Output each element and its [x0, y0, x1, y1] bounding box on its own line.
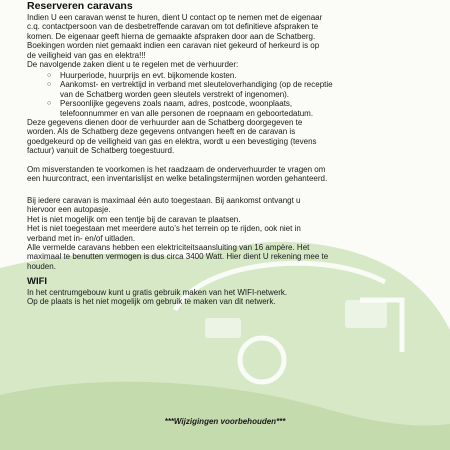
landlord-arrangements-list-block [27, 71, 425, 118]
text-line: Boekingen worden niet gemaakt indien een caravan niet gekeurd of herkeurd is op [27, 41, 320, 51]
text-line: verband met in- en/of uitladen. [27, 233, 136, 243]
text-line: worden. Als de Schatberg deze gegevens ontvangen heeft en de caravan is [27, 127, 296, 137]
text-line: Indien U een caravan wenst te huren, dient U contact op te nemen met de eigenaar [27, 13, 323, 22]
text-line: ○ Huurperiode, huurprijs en evt. bijkomende kosten. [60, 71, 237, 80]
list-item [47, 99, 425, 118]
text-line: ○ Persoonlijke gegevens zoals naam, adres, postcode, woonplaats, [60, 99, 293, 109]
text-line: Het is niet toegestaan met meerdere auto’s het terrein op te rijden, ook niet in [27, 224, 301, 234]
text-line: factuur) vanuit de Schatberg toegestuurd. [27, 146, 175, 156]
footer-disclaimer: ***Wijzigingen voorbehouden*** [164, 417, 286, 426]
text-line: hiervoor een autopasje. [27, 205, 111, 215]
text-line: de veiligheid van gas en elektra!!! [27, 50, 146, 60]
reservation-intro [27, 13, 425, 69]
text-line: houden. [27, 261, 56, 271]
list-item [47, 80, 425, 99]
text-line: c.q. contactpersoon van de desbetreffende caravan om tot definitieve afspraken te [27, 22, 319, 32]
text-line: van de Schatberg worden geen sleutels verstrekt of ingenomen). [60, 89, 290, 99]
text-line: De navolgende zaken dient u te regelen met de verhuurder: [27, 60, 239, 70]
text-line: een huurcontract, een inventarislijst en welke betalingstermijnen worden gehanteerd. [27, 174, 328, 184]
text-line: Op de plaats is het niet mogelijk om gebruik te maken van dit netwerk. [27, 297, 276, 307]
text-line: Om misverstanden te voorkomen is het raadzaam de onderverhuurder te vragen om [27, 165, 326, 174]
text-line: Het is niet mogelijk om een tentje bij de caravan te plaatsen. [27, 214, 241, 224]
text-line: goedgekeurd op de veiligheid van gas en elektra, wordt u een bevestiging (tevens [27, 136, 317, 146]
text-line: komen. De eigenaar geeft hierna de gemaakte afspraken door aan de Schatberg. [27, 31, 316, 41]
wifi-paragraph [27, 288, 425, 307]
text-line: maximaal te benutten vermogen is dus circa 3400 Watt. Hier dient U rekening mee te [27, 252, 329, 262]
list-item [47, 71, 425, 80]
text-line: Deze gegevens dienen door de verhuurder aan de Schatberg doorgegeven te [27, 118, 303, 127]
text-line: ○ Aankomst- en vertrektijd in verband met sleuteloverhandiging (op de receptie [60, 80, 333, 90]
contract-advice-paragraph [27, 165, 425, 184]
text-line: In het centrumgebouw kunt u gratis gebruik maken van het WIFI-netwerk. [27, 288, 288, 297]
confirmation-paragraph [27, 118, 425, 156]
wifi-heading: WIFI [27, 276, 48, 287]
landlord-arrangements-list [27, 71, 425, 118]
text-line: telefoonnummer en van alle personen de roepnaam en geboortedatum. [60, 108, 314, 118]
reservation-heading: Reserveren caravans [27, 0, 133, 12]
text-line: Alle vermelde caravans hebben een elektriciteitsaansluiting van 16 ampère. Het [27, 243, 310, 253]
text-line: Bij iedere caravan is maximaal één auto toegestaan. Bij aankomst ontvangt u [27, 196, 301, 205]
car-and-electricity-rules [27, 196, 425, 271]
